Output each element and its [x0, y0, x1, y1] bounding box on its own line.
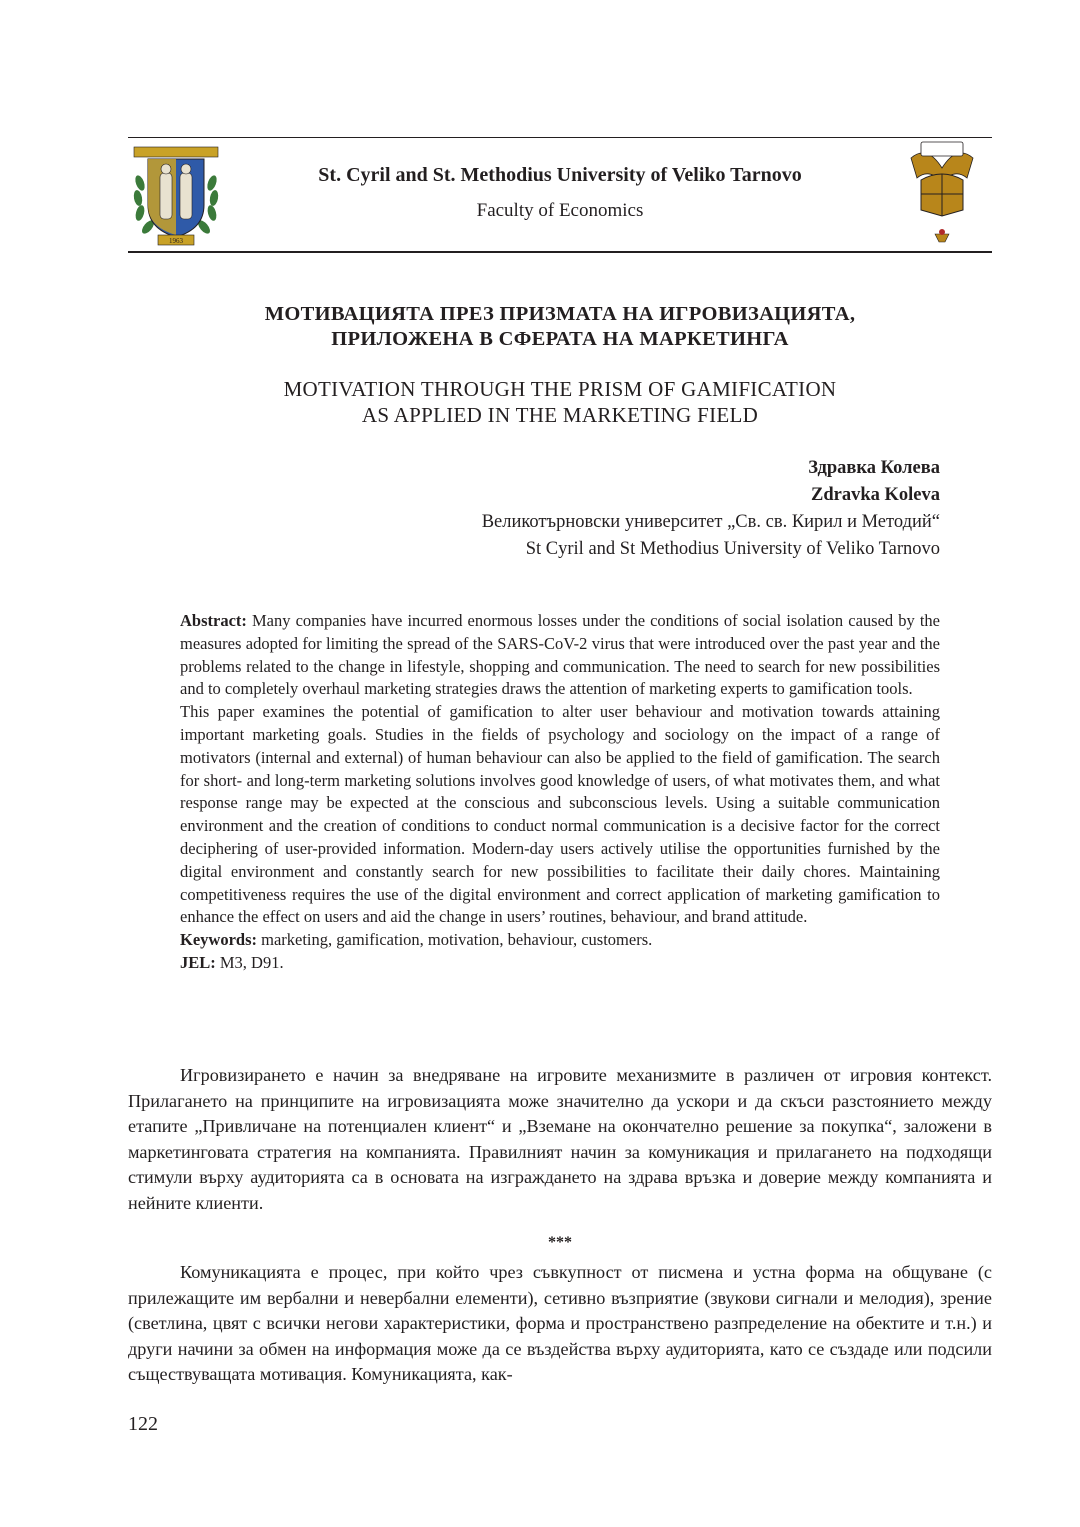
abstract-paragraph-2: This paper examines the potential of gamification to alter user behaviour and motivation towards attaining important marketing goals. Studies in the fields of psychology and sociology on the impact of a range of motivators (internal and external) of human behaviour can also be applied to the field of gamification. The search for short- and long-term marketing solutions involves good knowledge of users, of what motivates them, and what response range may be expected at the conscious and subconscious levels. Using a suitable communication environment and the creation of conditions to conduct normal communication is a decisive factor for the correct deciphering of user-provided information. Modern-day users actively utilise the opportunities furnished by the digital environment and constantly search for new possibilities to facilitate their daily chores. Maintaining competitiveness requires the use of the digital environment and correct application of marketing gamification to enhance the effect on users and aid the change in users’ routines, behaviour, and brand attitude. [180, 702, 940, 927]
title-en-line-2: AS APPLIED IN THE MARKETING FIELD [361, 403, 759, 427]
affiliation-en: St Cyril and St Methodius University of Veliko Tarnovo [525, 539, 940, 559]
body-section-2 [128, 1260, 992, 1388]
author-name-bg: Здравка Колева [808, 458, 940, 478]
section-separator: *** [548, 1234, 572, 1251]
crest-year: 1963 [169, 237, 183, 245]
body-paragraph-2: Комуникацията е процес, при който чрез съвкупност от писмена и устна форма на общуване (с прилежащите им вербални и невербални елементи), сетивно възприятие (звукови сигнали и мелодия), зрение (светлина, цвят с всички негови характеристики, форма и пространствено разпределение на обектите и т.н.) и други начини за обмен на информация може да се въздейства върху аудиторията, като се създаде или подсили съществуващата мотивация. Комуникацията, как- [128, 1262, 992, 1384]
university-name: St. Cyril and St. Methodius University of Veliko Tarnovo [318, 164, 802, 186]
body-paragraph-1: Игровизирането е начин за внедряване на игровите механизмите в различен от игровия контекст. Прилагането на принципите на игровизацията може значително да ускори и да скъси разстоянието между етапите „Привличане на потенциален клиент“ и „Вземане на окончателно решение за покупка“, заложени в маркетинговата стратегия на компанията. Правилният начин за комуникация и прилагането на подходящи стимули върху аудиторията са в основата на изграждането на здрава връзка и доверие между компанията и нейните клиенти. [128, 1065, 992, 1213]
affiliation-bg: Великотърновски университет „Св. св. Кирил и Методий“ [481, 512, 940, 532]
page-number: 122 [128, 1413, 158, 1435]
jel-label: JEL: [180, 952, 216, 972]
abstract-text-1: Many companies have incurred enormous losses under the conditions of social isolation caused by the measures adopted for limiting the spread of the SARS-CoV-2 virus that were introduced over the past year and the problems related to the change in lifestyle, shopping and communication. The need to search for new possibilities and to completely overhaul marketing strategies draws the attention of marketing experts to gamification tools. [180, 611, 940, 699]
abstract-block [180, 610, 940, 975]
keywords-line [180, 929, 940, 952]
header-top-rule [128, 137, 992, 138]
author-name-en: Zdravka Koleva [811, 485, 940, 505]
title-bulgarian [140, 302, 980, 352]
jel-text: M3, D91. [219, 952, 284, 972]
faculty-name: Faculty of Economics [476, 200, 644, 221]
header-bottom-rule [128, 251, 992, 253]
abstract-paragraph-1 [180, 610, 940, 701]
title-english [140, 376, 980, 428]
keywords-label: Keywords: [180, 930, 257, 950]
faculty-emblem-icon [907, 138, 977, 250]
body-section-1 [128, 1063, 992, 1216]
university-crest-icon [130, 143, 222, 247]
abstract-label: Abstract: [180, 611, 247, 630]
title-bg-line-1: МОТИВАЦИЯТА ПРЕЗ ПРИЗМАТА НА ИГРОВИЗАЦИЯТА, [264, 303, 856, 325]
title-en-line-1: MOTIVATION THROUGH THE PRISM OF GAMIFICATION [283, 377, 837, 401]
jel-line [180, 952, 940, 975]
keywords-text: marketing, gamification, motivation, behaviour, customers. [261, 930, 653, 950]
title-bg-line-2: ПРИЛОЖЕНА В СФЕРАТА НА МАРКЕТИНГА [331, 328, 789, 350]
author-block [482, 455, 940, 563]
